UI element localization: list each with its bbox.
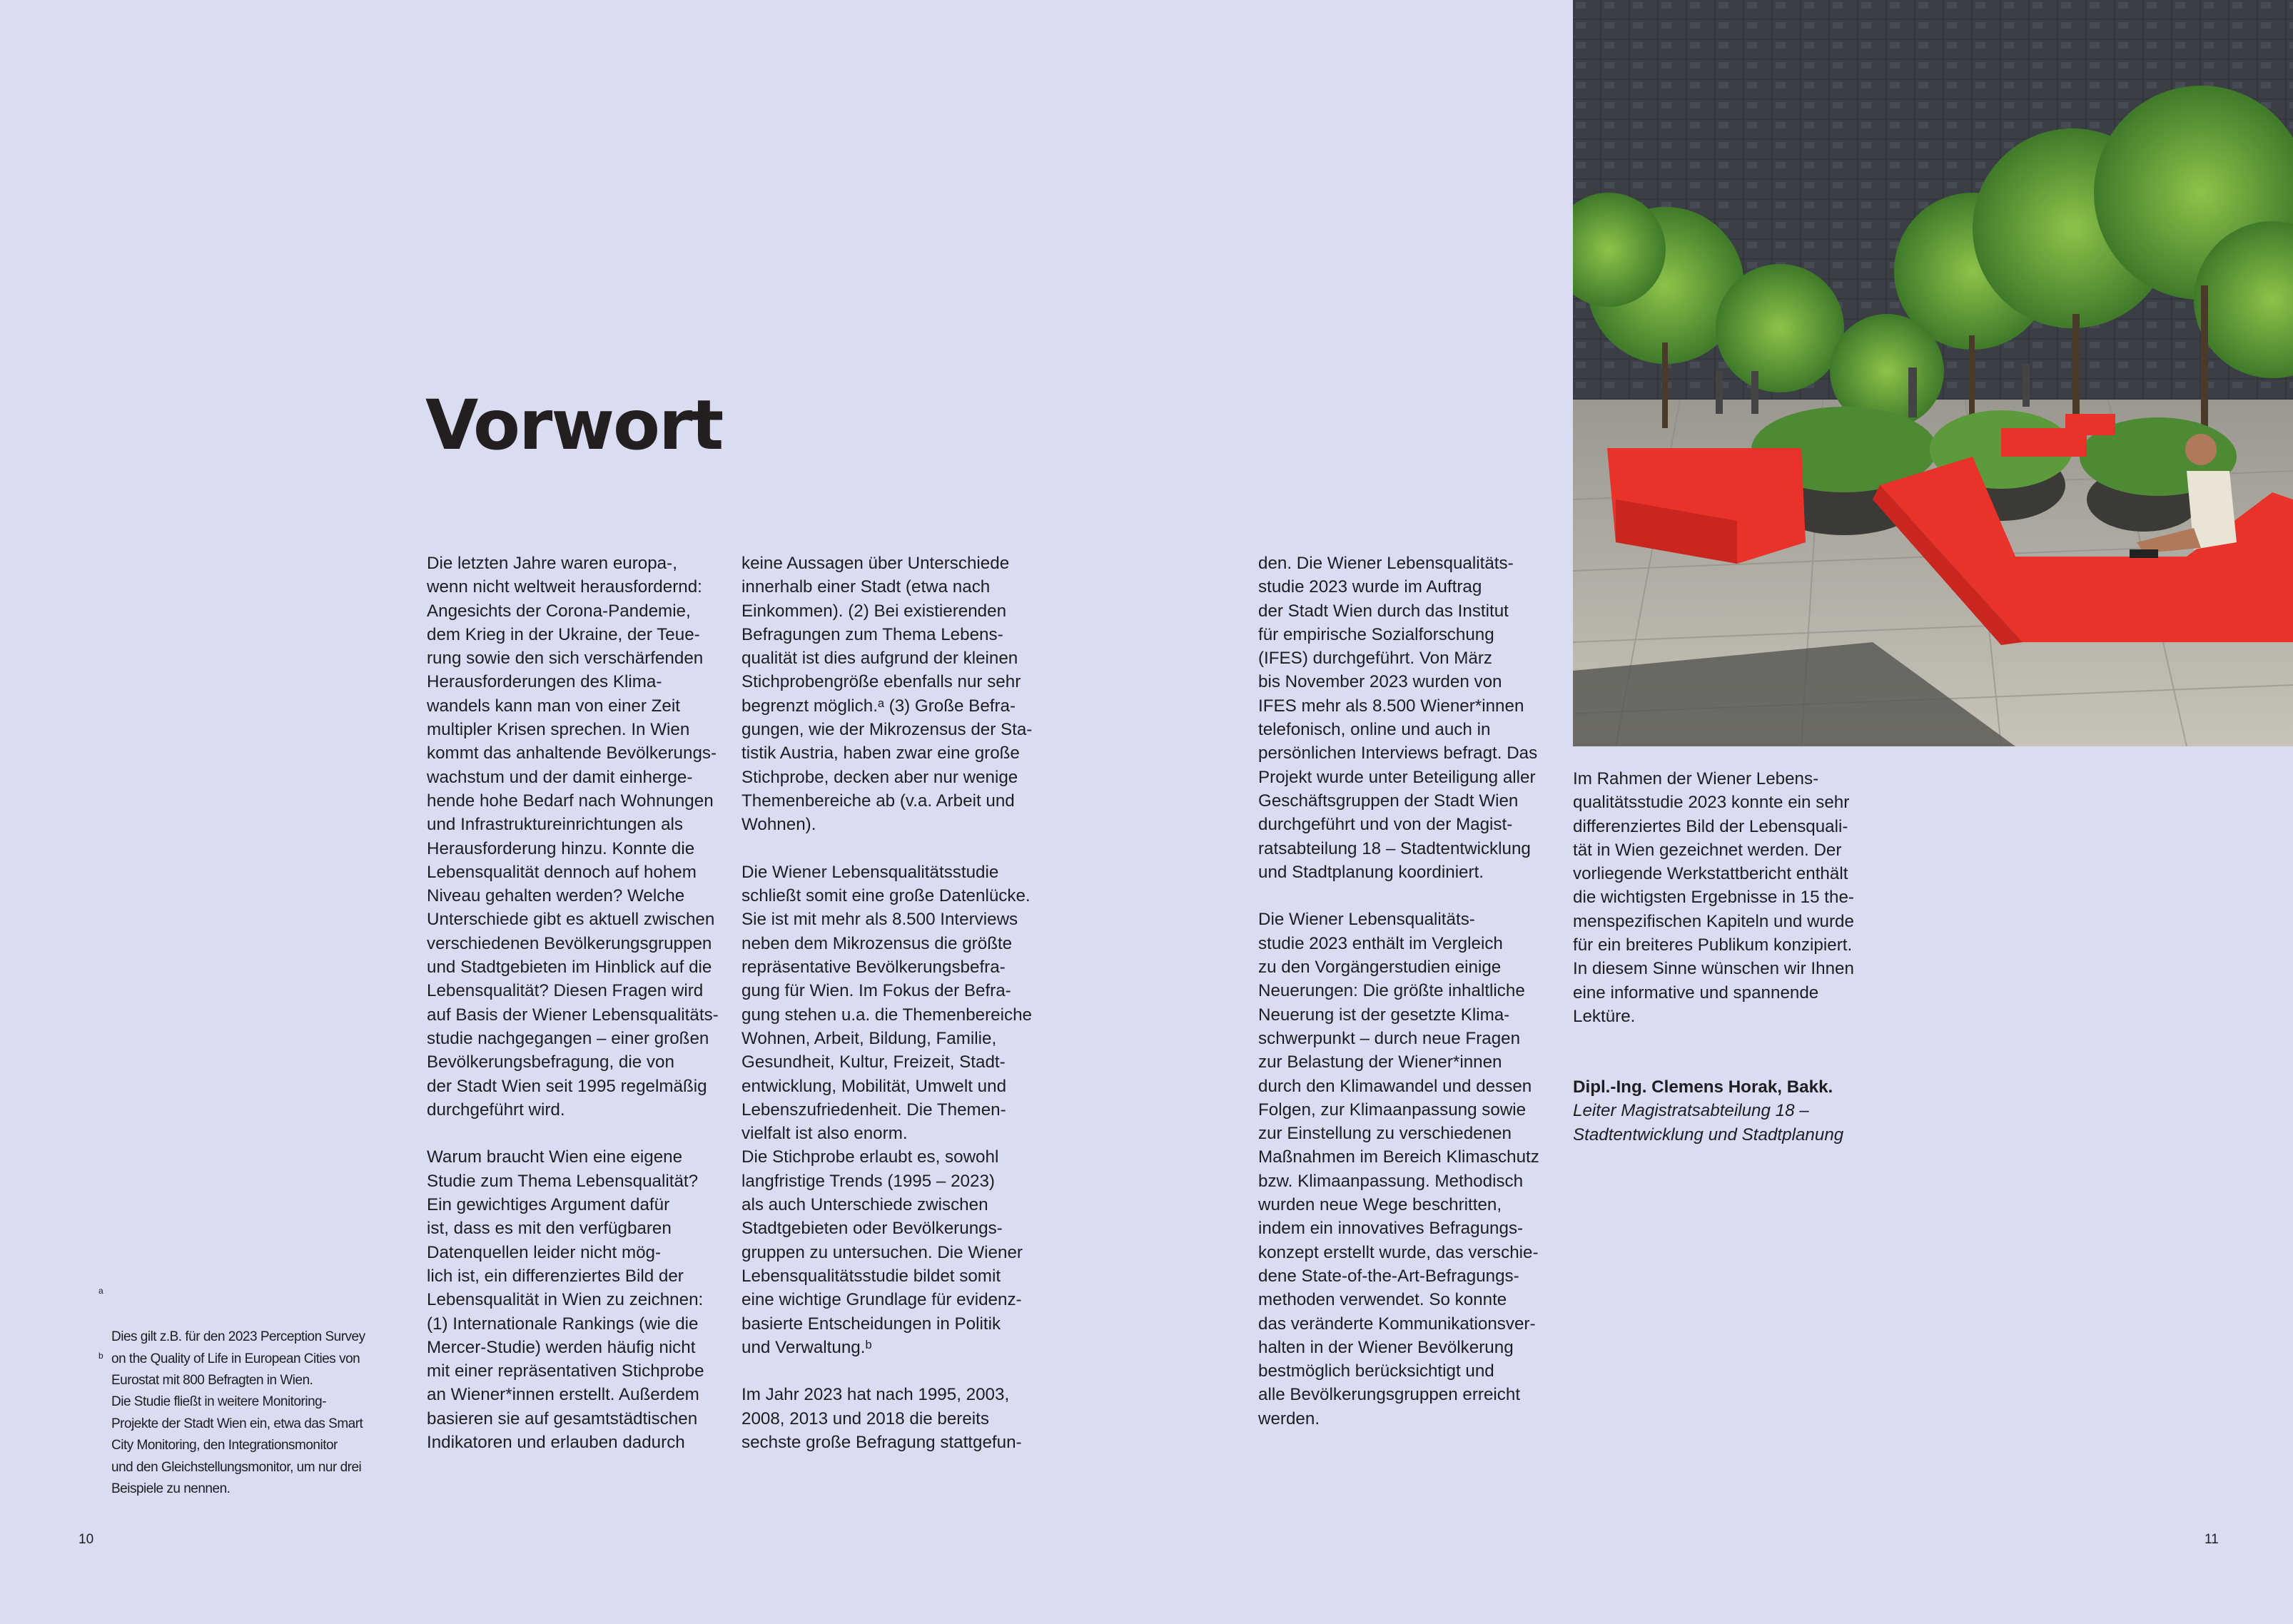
body-text-column-2: keine Aussagen über Unterschiede innerhalb einer Stadt (etwa nach Einkommen). (2) Bei existierenden Befragungen zum Thema Lebens- qualität ist dies aufgrund der kleinen Stichprobengröße ebenfalls nur sehr begrenzt möglich.ᵃ (3) Große Befra- gungen, wie der Mikrozensus der Sta- tistik Austria, haben zwar eine große Stichprobe, decken aber nur wenige Themenbereiche ab (v.a. Arbeit und Wohnen). Die Wiener Lebensqualitätsstudie schließt somit eine große Datenlücke. Sie ist mit mehr als 8.500 Interviews neben dem Mikrozensus die größte repräsentative Bevölkerungsbefra- gung für Wien. Im Fokus der Befra- gung stehen u.a. die Themenbereiche Wohnen, Arbeit, Bildung, Familie, Gesundheit, Kultur, Freizeit, Stadt- entwicklung, Mobilität, Umwelt und Lebenszufriedenheit. Die Themen- vielfalt ist also enorm. Die Stichprobe erlaubt es, sowohl langfristige Trends (1995 – 2023) als auch Unterschiede zwischen Stadtgebieten oder Bevölkerungs- gruppen zu untersuchen. Die Wiener Lebensqualitätsstudie bildet somit eine wichtige Grundlage für evidenz- basierte Entscheidungen in Politik und Verwaltung.ᵇ Im Jahr 2023 hat nach 1995, 2003, 2008, 2013 und 2018 die bereits sechste große Befragung stattgefun- — [741, 554, 1033, 1452]
signature — [1573, 1075, 1843, 1147]
footnote-b — [98, 1348, 375, 1501]
footnote-marker: b — [98, 1351, 103, 1361]
museum-quarter-photo — [1573, 0, 2293, 746]
signature-role: Leiter Magistratsabteilung 18 – Stadtentwicklung und Stadtplanung — [1573, 1101, 1844, 1145]
signature-name: Dipl.-Ing. Clemens Horak, Bakk. — [1573, 1077, 1833, 1097]
page-number-right: 11 — [2205, 1532, 2219, 1547]
footnote-text: Dies gilt z.B. für den 2023 Perception Survey on the Quality of Life in European Cities von Eurostat mit 800 Befragten in Wien. — [111, 1329, 365, 1388]
body-text-column-3: den. Die Wiener Lebensqualitäts- studie 2023 wurde im Auftrag der Stadt Wien durch das Institut für empirische Sozialforschung (IFES) durchgeführt. Von März bis November 2023 wurden von IFES mehr als 8.500 Wiener*innen telefonisch, online und auch in persönlichen Interviews befragt. Das Projekt wurde unter Beteiligung aller Geschäftsgruppen der Stadt Wien durchgeführt und von der Magist- ratsabteilung 18 – Stadtentwicklung und Stadtplanung koordiniert. Die Wiener Lebensqualitäts- studie 2023 enthält im Vergleich zu den Vorgängerstudien einige Neuerungen: Die größte inhaltliche Neuerung ist der gesetzte Klima- schwerpunkt – durch neue Fragen zur Belastung der Wiener*innen durch den Klimawandel und dessen Folgen, zur Klimaanpassung sowie zur Einstellung zu verschiedenen Maßnahmen im Bereich Klimaschutz bzw. Klimaanpassung. Methodisch wurden neue Wege beschritten, indem ein innovatives Befragungs- konzept erstellt wurde, das verschie- dene State-of-the-Art-Befragungs- methoden verwendet. So konnte das veränderte Kommunikationsver- halten in der Wiener Bevölkerung bestmöglich berücksichtigt und alle Bevölkerungsgruppen erreicht werden. — [1258, 554, 1539, 1428]
footnote-marker: a — [98, 1286, 103, 1296]
body-text-column-1: Die letzten Jahre waren europa-, wenn nicht weltweit herausfordernd: Angesichts der Corona-Pandemie, dem Krieg in der Ukraine, der Teue- rung sowie den sich verschärfenden Herausforderungen des Klima- wandels kann man von einer Zeit multipler Krisen sprechen. In Wien kommt das anhaltende Bevölkerungs- wachstum und der damit einherge- hende hohe Bedarf nach Wohnungen und Infrastruktureinrichtungen als Herausforderung hinzu. Konnte die Lebensqualität dennoch auf hohem Niveau gehalten werden? Welche Unterschiede gibt es aktuell zwischen verschiedenen Bevölkerungsgruppen und Stadtgebieten im Hinblick auf die Lebensqualität? Diesen Fragen wird auf Basis der Wiener Lebensqualitäts- studie nachgegangen – einer großen Bevölkerungsbefragung, die von der Stadt Wien seit 1995 regelmäßig durchgeführt wird. Warum braucht Wien eine eigene Studie zum Thema Lebensqualität? Ein gewichtiges Argument dafür ist, dass es mit den verfügbaren Datenquellen leider nicht mög- lich ist, ein differenziertes Bild der Lebensqualität in Wien zu zeichnen: (1) Internationale Rankings (wie die Mercer-Studie) werden häufig nicht mit einer repräsentativen Stichprobe an Wiener*innen erstellt. Außerdem basieren sie auf gesamtstädtischen Indikatoren und erlauben dadurch — [427, 554, 719, 1452]
footnote-text: Die Studie fließt in weitere Monitoring- Projekte der Stadt Wien ein, etwa das Smart City Monitoring, den Integrationsmonitor und den Gleichstellungsmonitor, um nur drei Beispiele zu nennen. — [111, 1394, 363, 1496]
page-number-left: 10 — [79, 1532, 94, 1547]
page-title: Vorwort — [425, 385, 723, 465]
body-text-column-4: Im Rahmen der Wiener Lebens- qualitätsstudie 2023 konnte ein sehr differenziertes Bild der Lebensquali- tät in Wien gezeichnet werden. Der vorliegende Werkstattbericht enthält die wichtigsten Ergebnisse in 15 the- menspezifischen Kapiteln und wurde für ein breiteres Publikum konzipiert. In diesem Sinne wünschen wir Ihnen eine informative und spannende Lektüre. — [1573, 769, 1854, 1026]
